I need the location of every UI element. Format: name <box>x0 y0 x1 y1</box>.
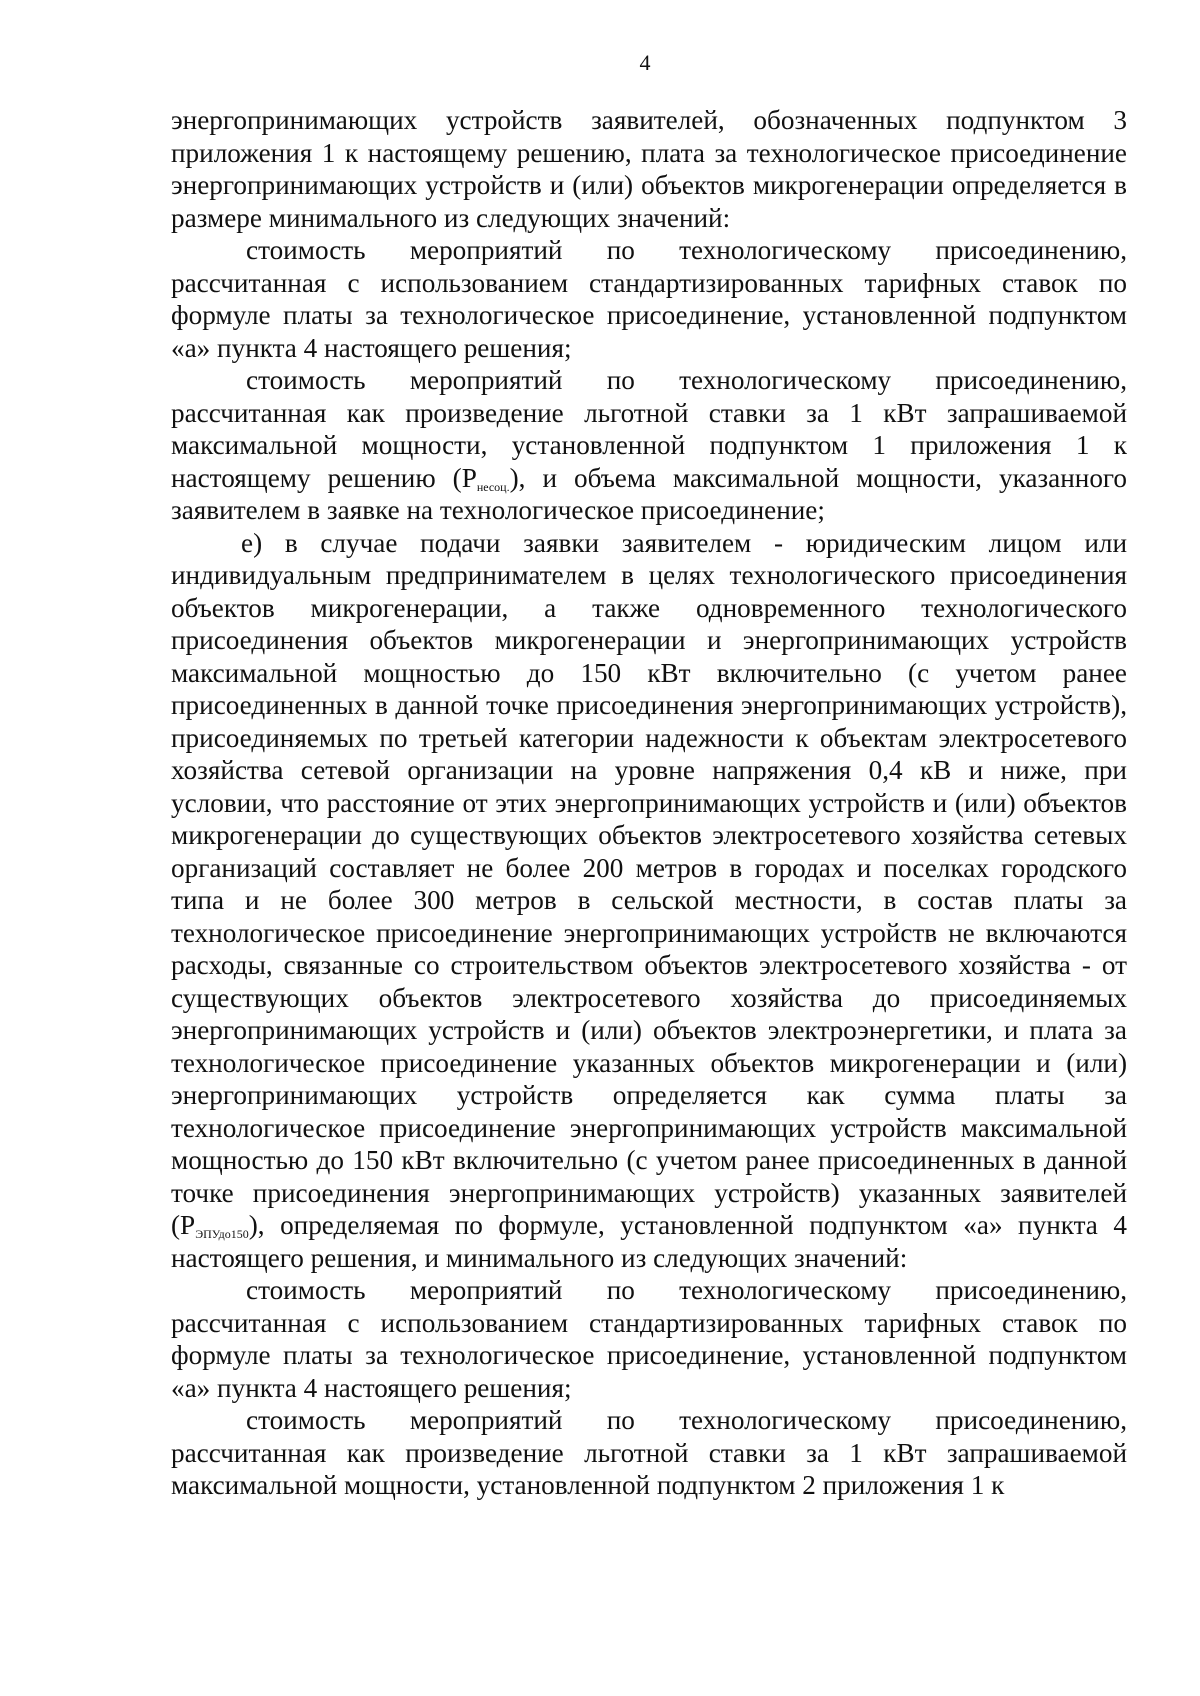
paragraph-text-before-formula: е) в случае подачи заявки заявителем - юридическим лицом или индивидуальным предпринимателем в целях технологического присоединения объектов микрогенерации, а также одновременного технологического присоединения объектов микрогенерации и энергопринимающих устройств максимальной мощностью до 150 кВт включительно (с учетом ранее присоединенных в данной точке присоединения энергопринимающих устройств), присоединяемых по третьей категории надежности к объектам электросетевого хозяйства сетевой организации на уровне напряжения 0,4 кВ и ниже, при условии, что расстояние от этих энергопринимающих устройств и (или) объектов микрогенерации до существующих объектов электросетевого хозяйства сетевых организаций составляет не более 200 метров в городах и поселках городского типа и не более 300 метров в сельской местности, в состав платы за технологическое присоединение энергопринимающих устройств не включаются расходы, связанные со строительством объектов электросетевого хозяйства - от существующих объектов электросетевого хозяйства до присоединяемых энергопринимающих устройств и (или) объектов электроэнергетики, и плата за технологическое присоединение указанных объектов микрогенерации и (или) энергопринимающих устройств определяется как сумма платы за технологическое присоединение энергопринимающих устройств максимальной мощностью до 150 кВт включительно (с учетом ранее присоединенных в данной точке присоединения энергопринимающих устройств) указанных заявителей (P <box>171 527 1127 1240</box>
document-body <box>171 104 1127 1502</box>
paragraph-intro: энергопринимающих устройств заявителей, обозначенных подпунктом 3 приложения 1 к настоящему решению, плата за технологическое присоединение энергопринимающих устройств и (или) объектов микрогенерации определяется в размере минимального из следующих значений: <box>171 105 1127 233</box>
paragraph-standard-rates-cost: стоимость мероприятий по технологическому присоединению, рассчитанная с использованием стандартизированных тарифных ставок по формуле платы за технологическое присоединение, установленной подпунктом «а» пункта 4 настоящего решения; <box>171 235 1127 363</box>
paragraph-preferential-rate-cost-2: стоимость мероприятий по технологическому присоединению, рассчитанная как произведение льготной ставки за 1 кВт запрашиваемой максимальной мощности, установленной подпунктом 2 приложения 1 к <box>171 1405 1127 1500</box>
formula-subscript-epu150: ЭПУдо150 <box>195 1227 249 1241</box>
paragraph-text-after-formula: ), и объема максимальной мощности, указанного заявителем в заявке на технологическое присоединение; <box>171 462 1127 525</box>
paragraph-standard-rates-cost-2: стоимость мероприятий по технологическому присоединению, рассчитанная с использованием стандартизированных тарифных ставок по формуле платы за технологическое присоединение, установленной подпунктом «а» пункта 4 настоящего решения; <box>171 1275 1127 1403</box>
paragraph-text-before-formula: стоимость мероприятий по технологическому присоединению, рассчитанная как произведение льготной ставки за 1 кВт запрашиваемой максимальной мощности, установленной подпунктом 1 приложения 1 к настоящему решению (P <box>171 365 1127 493</box>
paragraph-item-e <box>171 527 1127 1275</box>
paragraph-preferential-rate-cost <box>171 364 1127 527</box>
page-number: 4 <box>639 50 651 75</box>
paragraph-text-after-formula: ), определяемая по формуле, установленной подпунктом «а» пункта 4 настоящего решения, и минимального из следующих значений: <box>171 1210 1127 1273</box>
formula-subscript-nesots: несоц. <box>476 479 510 494</box>
